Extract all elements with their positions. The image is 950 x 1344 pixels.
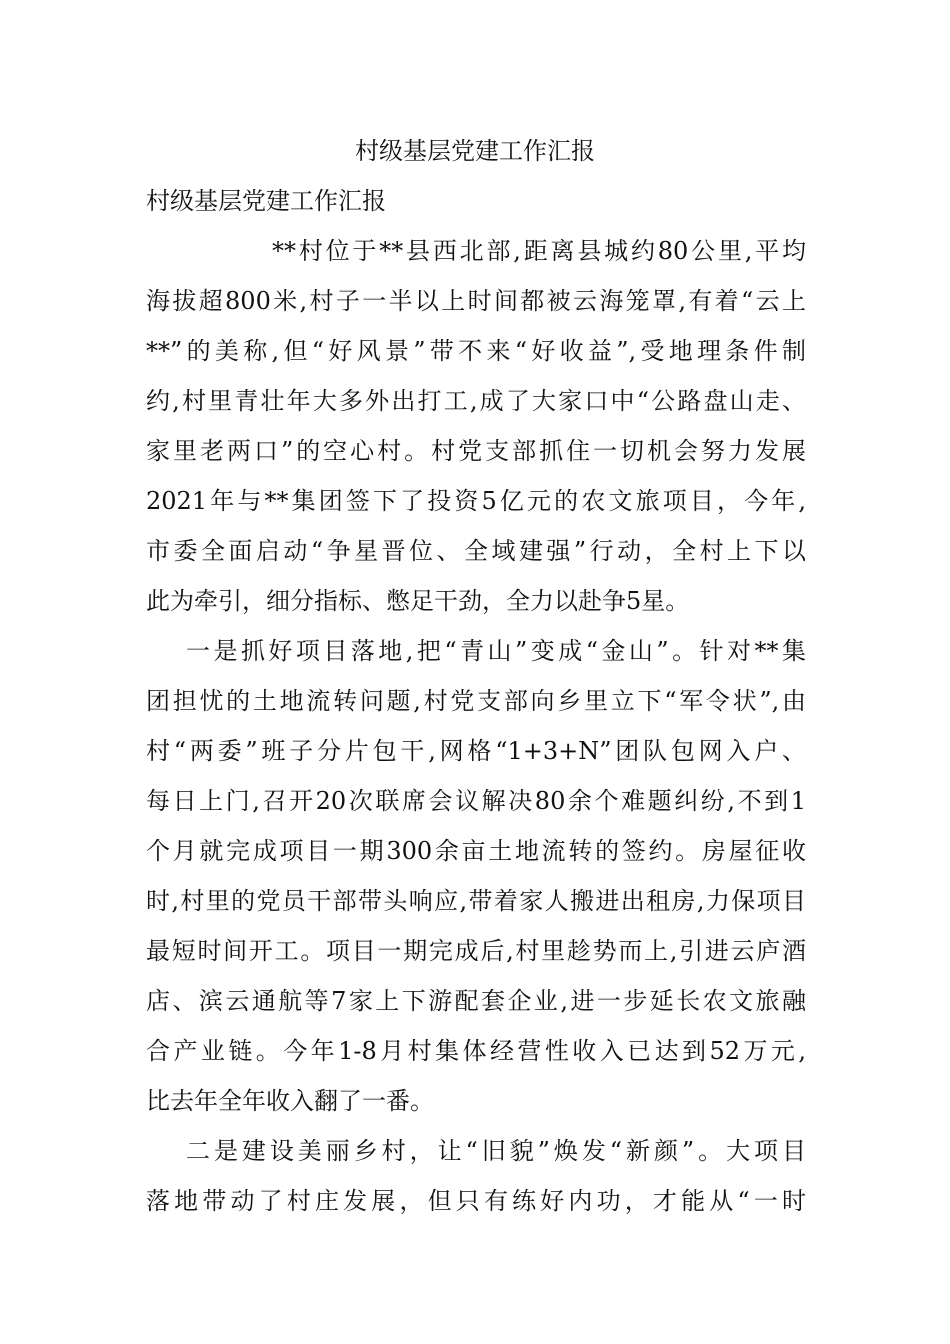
paragraph-2-line-1: 一是抓好项目落地,把“青山”变成“金山”。针对**集: [186, 637, 806, 665]
paragraph-1-line-2: 海拔超800米,村子一半以上时间都被云海笼罩,有着“云上: [146, 287, 806, 315]
paragraph-3-line-2: 落地带动了村庄发展，但只有练好内功，才能从“一时: [146, 1187, 806, 1215]
paragraph-1-line-7: 市委全面启动“争星晋位、全域建强”行动，全村上下以: [146, 537, 806, 565]
paragraph-1-line-6: 2021年与**集团签下了投资5亿元的农文旅项目，今年,: [146, 487, 806, 515]
paragraph-1-line-3: **”的美称,但“好风景”带不来“好收益”,受地理条件制: [146, 337, 806, 365]
paragraph-1-line-4: 约,村里青壮年大多外出打工,成了大家口中“公路盘山走、: [146, 387, 806, 415]
paragraph-2-line-3: 村“两委”班子分片包干,网格“1+3+N”团队包网入户、: [146, 737, 806, 765]
paragraph-2-line-10: 比去年全年收入翻了一番。: [146, 1087, 434, 1115]
paragraph-2-line-4: 每日上门,召开20次联席会议解决80余个难题纠纷,不到1: [146, 787, 806, 815]
paragraph-2-line-8: 店、滨云通航等7家上下游配套企业,进一步延长农文旅融: [146, 987, 806, 1015]
paragraph-2-line-2: 团担忧的土地流转问题,村党支部向乡里立下“军令状”,由: [146, 687, 806, 715]
paragraph-1-line-5: 家里老两口”的空心村。村党支部抓住一切机会努力发展: [146, 437, 806, 465]
paragraph-1-line-8: 此为牵引，细分指标、憋足干劲，全力以赴争5星。: [146, 587, 690, 615]
paragraph-2-line-7: 最短时间开工。项目一期完成后,村里趁势而上,引进云庐酒: [146, 937, 806, 965]
paragraph-3-line-1: 二是建设美丽乡村，让“旧貌”焕发“新颜”。大项目: [186, 1137, 806, 1165]
paragraph-2-line-9: 合产业链。今年1-8月村集体经营性收入已达到52万元,: [146, 1037, 806, 1065]
document-title: 村级基层党建工作汇报: [355, 137, 595, 165]
paragraph-2-line-5: 个月就完成项目一期300余亩土地流转的签约。房屋征收: [146, 837, 806, 865]
document-subtitle: 村级基层党建工作汇报: [146, 187, 386, 215]
paragraph-2-line-6: 时,村里的党员干部带头响应,带着家人搬进出租房,力保项目: [146, 887, 806, 915]
paragraph-1-line-1: **村位于**县西北部,距离县城约80公里,平均: [272, 237, 806, 265]
